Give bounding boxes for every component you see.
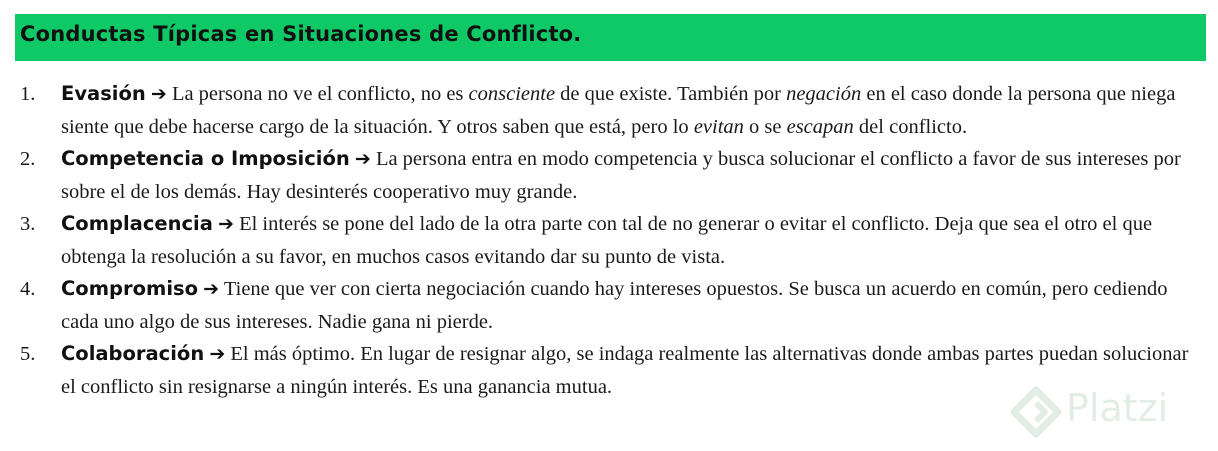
arrow-icon: ➔ [218, 213, 234, 235]
list-item [18, 143, 1208, 208]
item-term: Compromiso [61, 277, 199, 300]
item-number: 5. [20, 343, 36, 365]
item-text: La persona entra en modo competencia y busca solucionar el conflicto a favor de sus intereses por sobre el de los demás. Hay desinterés cooperativo muy grande. [61, 148, 1181, 203]
item-number: 4. [20, 278, 36, 300]
page-title: Conductas Típicas en Situaciones de Conflicto. [20, 22, 582, 46]
item-term: Complacencia [61, 212, 213, 235]
arrow-icon: ➔ [354, 148, 371, 170]
list-item [18, 208, 1208, 273]
item-term: Colaboración [61, 342, 205, 365]
item-number: 1. [20, 83, 36, 105]
item-number: 2. [20, 148, 36, 170]
item-term: Evasión [61, 82, 146, 105]
platzi-watermark [1008, 384, 1208, 440]
item-text: La persona no ve el conflicto, no es consciente de que existe. También por negación en el caso donde la persona que niega siente que debe hacerse cargo de la situación. Y otros saben que está, pero lo evitan o se escapan del conflicto. [61, 83, 1176, 138]
item-number: 3. [20, 213, 36, 235]
item-text: El interés se pone del lado de la otra parte con tal de no generar o evitar el conflicto. Deja que sea el otro el que obtenga la resolución a su favor, en muchos casos evitando dar su punto de vista. [61, 213, 1153, 268]
conduct-list [18, 78, 1208, 403]
list-item [18, 78, 1208, 143]
platzi-logo-icon [1010, 386, 1062, 438]
watermark-text: Platzi [1066, 386, 1169, 430]
list-item [18, 273, 1208, 338]
arrow-icon: ➔ [203, 278, 220, 300]
arrow-icon: ➔ [150, 83, 167, 105]
item-term: Competencia o Imposición [61, 147, 350, 170]
item-text: Tiene que ver con cierta negociación cuando hay intereses opuestos. Se busca un acuerdo en común, pero cediendo cada uno algo de sus intereses. Nadie gana ni pierde. [61, 278, 1168, 333]
item-text: El más óptimo. En lugar de resignar algo, se indaga realmente las alternativas donde ambas partes puedan solucionar el conflicto sin resignarse a ningún interés. Es una ganancia mutua. [61, 343, 1189, 398]
arrow-icon: ➔ [209, 343, 226, 365]
